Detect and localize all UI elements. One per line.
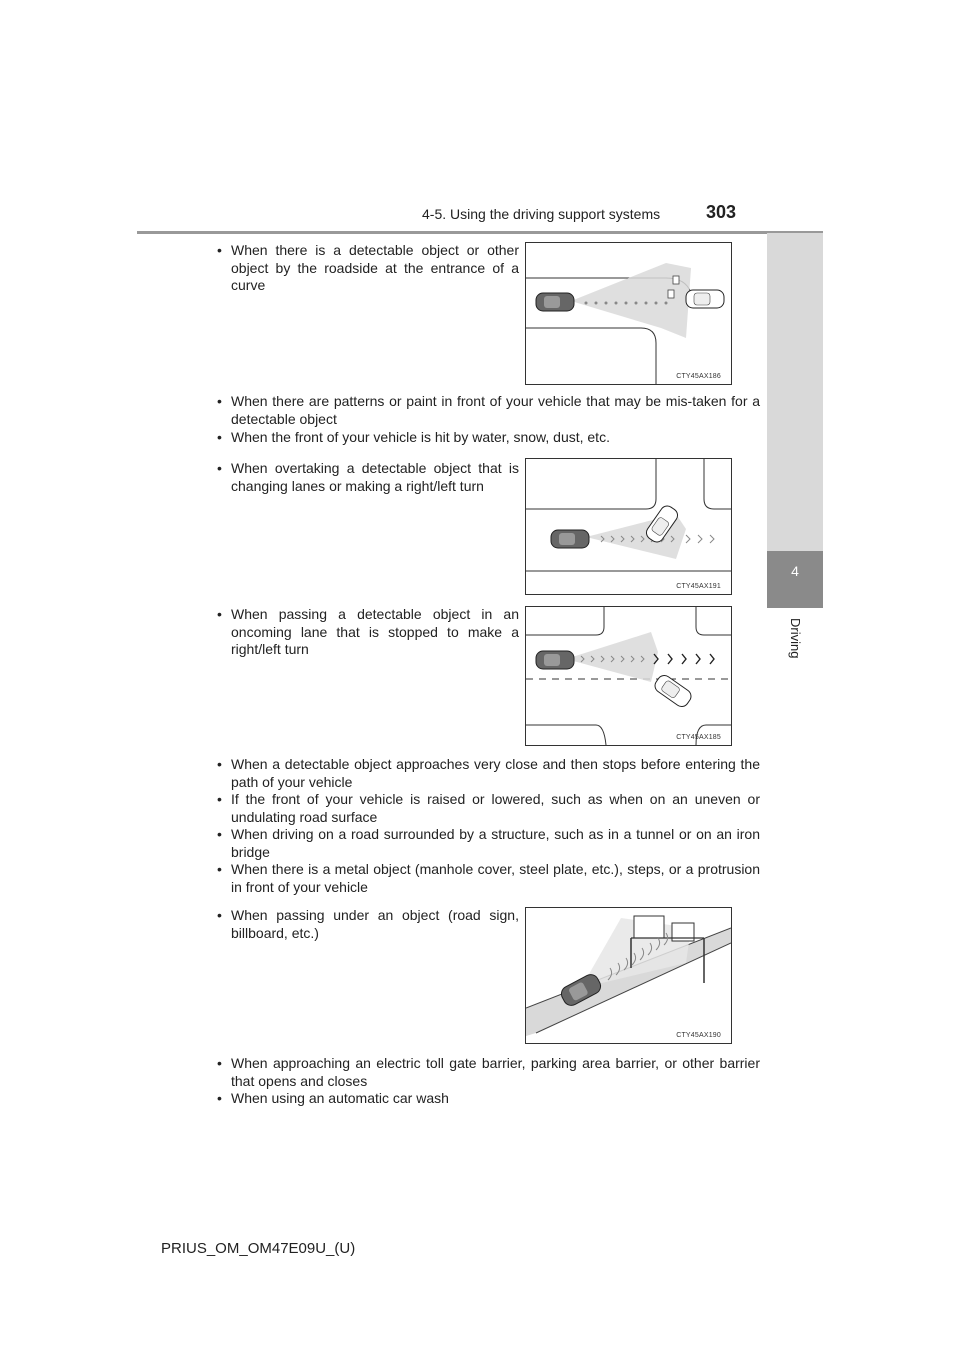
figure-code: CTY45AX191 [676,583,721,590]
oncoming-illustration [526,607,731,745]
chapter-tab [767,551,823,608]
bullet-item: • When approaching an electric toll gate barrier, parking area barrier, or other barrier that opens and closes [217,1055,760,1090]
bullet-item: • When there is a detectable object or other object by the roadside at the entrance of a curve [217,242,519,295]
figure-overtaking-turning-object [525,458,732,595]
page-number: 303 [706,202,737,222]
bullet-item: • If the front of your vehicle is raised or lowered, such as when on an uneven or undulating road surface [217,791,760,826]
document-code: PRIUS_OM_OM47E09U_(U) [161,1240,356,1257]
bullet-item: • When there is a metal object (manhole cover, steel plate, etc.), steps, or a protrusion in front of your vehicle [217,861,760,896]
chapter-side-bar [767,233,823,551]
bullet-item: • When passing under an object (road sign, billboard, etc.) [217,907,519,942]
overtaking-illustration [526,459,731,594]
chapter-label: Driving [788,618,803,659]
bullet-item: • When driving on a road surrounded by a structure, such as in a tunnel or on an iron bridge [217,826,760,861]
section-title: 4-5. Using the driving support systems [422,206,661,222]
figure-code: CTY45AX190 [676,1032,721,1039]
bullet-item: • When passing a detectable object in an oncoming lane that is stopped to make a right/left turn [217,606,519,659]
figure-curve-roadside-object [525,242,732,385]
chapter-number: 4 [791,563,799,579]
bullet-item: • When the front of your vehicle is hit by water, snow, dust, etc. [217,429,760,447]
header-rule [137,231,823,234]
figure-code: CTY45AX186 [676,373,721,380]
bullet-item: • When using an automatic car wash [217,1090,760,1108]
curve-illustration [526,243,731,384]
figure-code: CTY45AX185 [676,734,721,741]
bullet-item: • When there are patterns or paint in front of your vehicle that may be mis-taken for a detectable object [217,393,760,428]
figure-oncoming-stopped-object [525,606,732,746]
figure-overhead-sign [525,907,732,1044]
bullet-item: • When overtaking a detectable object that is changing lanes or making a right/left turn [217,460,519,495]
bullet-item: • When a detectable object approaches very close and then stops before entering the path of your vehicle [217,756,760,791]
overhead-sign-illustration [526,908,731,1043]
